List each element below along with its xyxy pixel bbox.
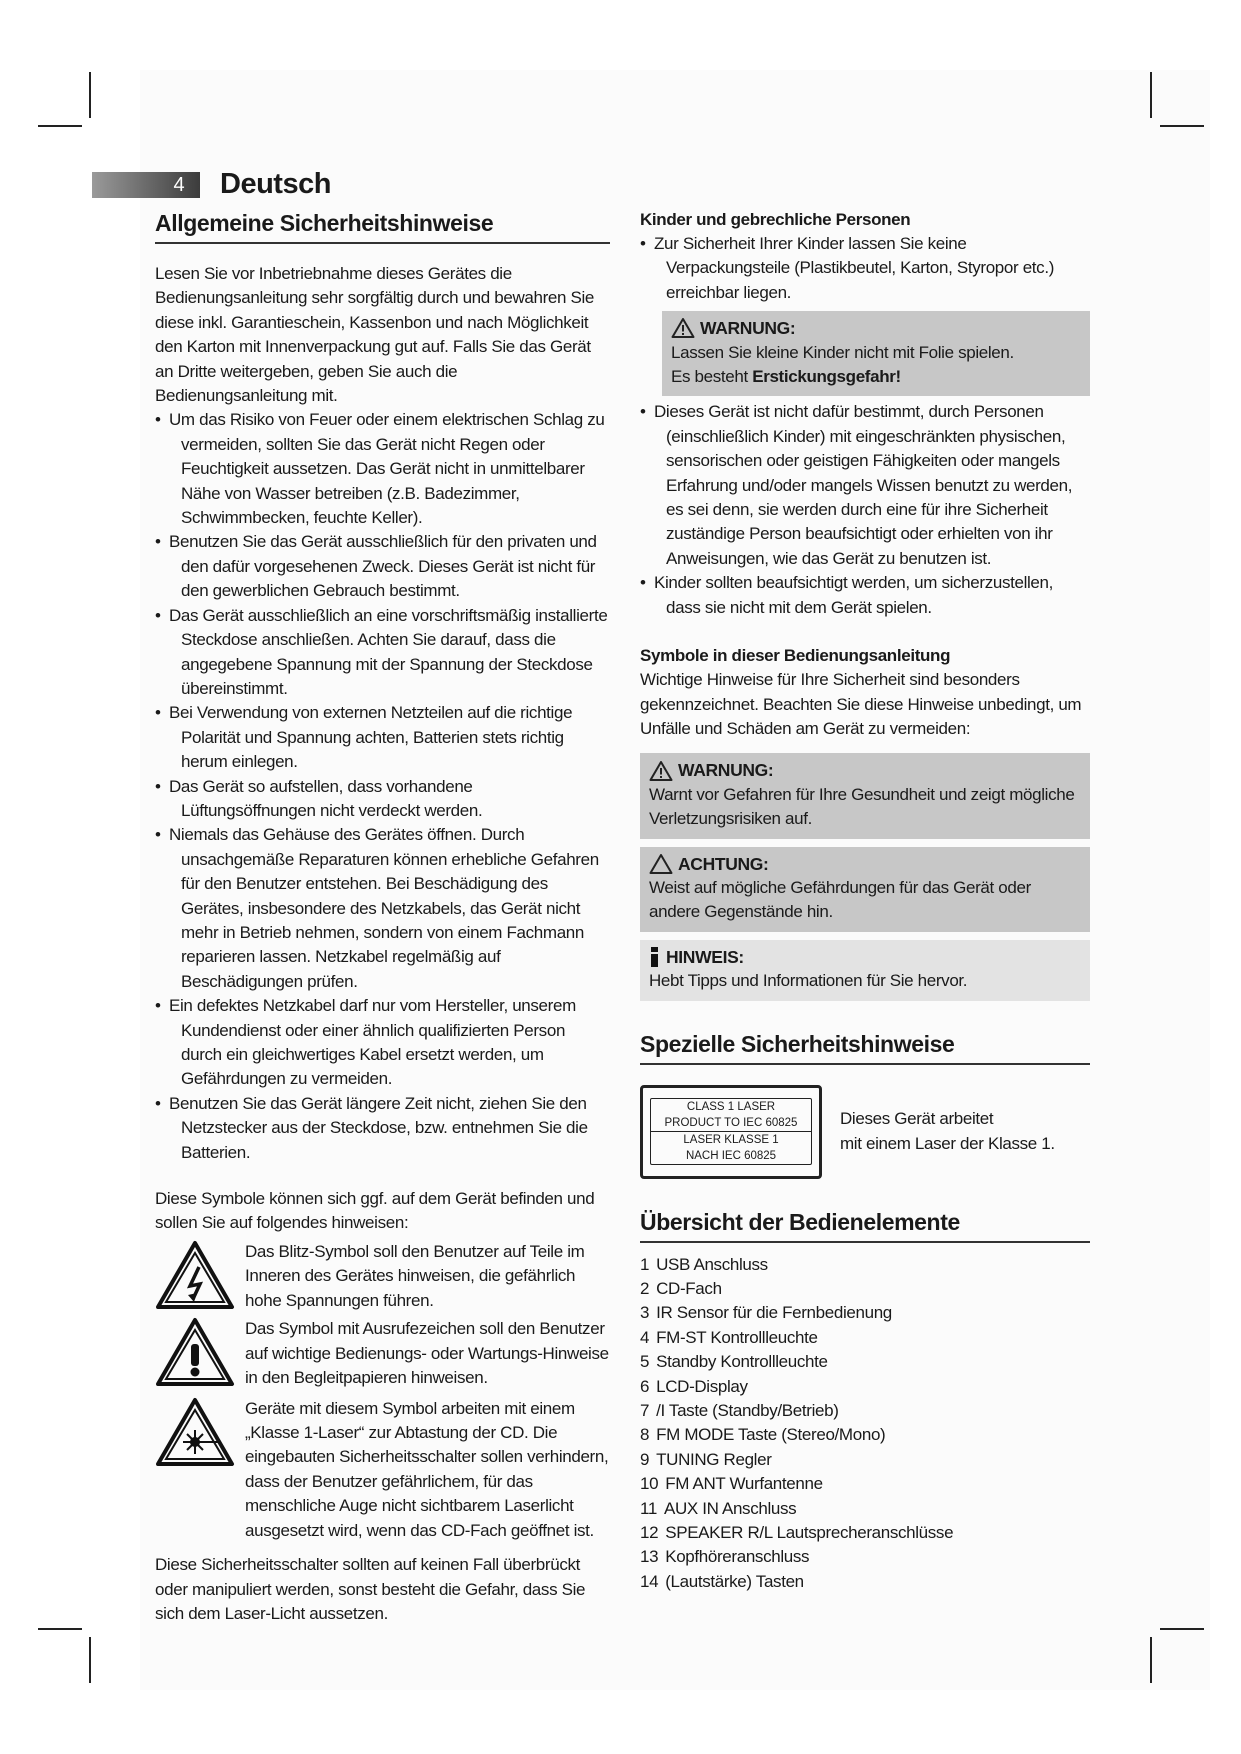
- symbols-intro: Wichtige Hinweise für Ihre Sicherheit sind besonders gekennzeichnet. Beachten Sie diese Hinweise unbedingt, um Unfälle und Schäden am Gerät zu vermeiden:: [640, 670, 1082, 738]
- laser-warning-icon: [155, 1397, 235, 1543]
- control-label: FM MODE Taste (Stereo/Mono): [656, 1425, 886, 1445]
- control-label: Kopfhöreranschluss: [665, 1547, 810, 1567]
- notice-warning-title-text: WARNUNG:: [678, 760, 774, 781]
- list-item: [640, 1448, 1090, 1472]
- symbol-row: [155, 1397, 610, 1543]
- controls-list: [640, 1253, 1090, 1595]
- notice-caution-box: [640, 847, 1090, 932]
- crop-mark: [38, 1628, 82, 1630]
- control-number: 9: [640, 1449, 650, 1469]
- list-item: • Kinder sollten beaufsichtigt werden, um sicherzustellen, dass sie nicht mit dem Gerät spielen.: [640, 571, 1090, 620]
- laser-text-line: Dieses Gerät arbeitet: [840, 1109, 994, 1129]
- children-heading: Kinder und gebrechliche Personen: [640, 210, 911, 229]
- notice-warning-title: [649, 758, 1081, 782]
- list-item: • Benutzen Sie das Gerät ausschließlich für den privaten und den dafür vorgesehenen Zweck. Dieses Gerät ist nicht für den gewerblichen Gebrauch bestimmt.: [155, 530, 610, 603]
- left-column: [155, 208, 610, 1626]
- list-item: • Benutzen Sie das Gerät längere Zeit nicht, ziehen Sie den Netzstecker aus der Steckdose, bzw. entnehmen Sie die Batterien.: [155, 1092, 610, 1165]
- warning-triangle-icon: [671, 317, 695, 339]
- list-item: [640, 1253, 1090, 1277]
- children-bullet-list: [640, 232, 1090, 305]
- special-safety-heading: Spezielle Sicherheitshinweise: [640, 1029, 1090, 1065]
- control-label: (Lautstärke) Tasten: [665, 1571, 804, 1591]
- crop-mark: [1160, 125, 1204, 127]
- laser-info-row: [640, 1085, 1090, 1179]
- warning-title-text: WARNUNG:: [700, 318, 796, 339]
- list-item: [640, 1472, 1090, 1496]
- list-item: [640, 1497, 1090, 1521]
- notice-caution-title-text: ACHTUNG:: [678, 853, 769, 874]
- laser-label-inner: [650, 1098, 812, 1165]
- control-number: 11: [640, 1498, 657, 1518]
- info-icon: [649, 947, 661, 967]
- list-item: [640, 1350, 1090, 1374]
- list-item: [640, 1570, 1090, 1594]
- crop-mark: [1150, 72, 1152, 118]
- list-item: [640, 1545, 1090, 1569]
- exclamation-symbol-text: Das Symbol mit Ausrufezeichen soll den Benutzer auf wichtige Bedienungs- oder Wartungs-Hinweise in den Begleitpapieren hinweisen.: [245, 1319, 609, 1388]
- warning-callout: [662, 311, 1090, 396]
- page-number: 4: [173, 174, 185, 196]
- list-item: [640, 1399, 1090, 1423]
- warning-line-2-prefix: Es besteht: [671, 367, 753, 387]
- control-number: 5: [640, 1352, 650, 1372]
- control-label: LCD-Display: [656, 1376, 748, 1396]
- laser-class-label: [640, 1085, 822, 1179]
- list-item: [640, 1301, 1090, 1325]
- notice-warning-box: [640, 753, 1090, 838]
- control-number: 1: [640, 1254, 650, 1274]
- control-label: IR Sensor für die Fernbedienung: [656, 1303, 892, 1323]
- list-item: • Bei Verwendung von externen Netzteilen auf die richtige Polarität und Spannung achten, Batterien stets richtig herum einlegen.: [155, 701, 610, 774]
- warning-line-1: Lassen Sie kleine Kinder nicht mit Folie spielen.: [671, 342, 1014, 362]
- list-item: • Um das Risiko von Feuer oder einem elektrischen Schlag zu vermeiden, sollten Sie das Gerät nicht Regen oder Feuchtigkeit aussetzen. Das Gerät nicht in unmittelbarer Nähe von Wasser betreiben (z.B. Badezimmer, Schwimmbecken, feuchte Keller).: [155, 408, 610, 530]
- list-item: • Dieses Gerät ist nicht dafür bestimmt, durch Personen (einschließlich Kinder) mit eingeschränkten physischen, sensorischen oder geistigen Fähigkeiten oder mangels Erfahrung und/oder mangels Wissen benutzt zu werden, es sei denn, sie werden durch eine für ihre Sicherheit zuständige Person beaufsichtigt oder erhielten von ihr Anweisungen, wie das Gerät zu benutzen ist.: [640, 400, 1090, 571]
- symbol-row: [155, 1317, 610, 1396]
- lightning-warning-icon: [155, 1240, 235, 1317]
- control-number: 3: [640, 1303, 650, 1323]
- crop-mark: [38, 125, 82, 127]
- notice-hint-title: [649, 945, 1081, 969]
- caution-triangle-icon: [649, 853, 673, 875]
- list-item: [640, 1277, 1090, 1301]
- control-number: 10: [640, 1474, 659, 1494]
- control-label: /I Taste (Standby/Betrieb): [656, 1401, 839, 1420]
- laser-description: [840, 1107, 1055, 1156]
- notice-hint-text: Hebt Tipps und Informationen für Sie hervor.: [649, 971, 968, 991]
- crop-mark: [89, 1637, 91, 1683]
- safety-bullet-list: [155, 408, 610, 1165]
- warning-line-2: [671, 365, 1081, 389]
- symbol-row: [155, 1240, 610, 1317]
- closing-paragraph: Diese Sicherheitsschalter sollten auf keinen Fall überbrückt oder manipuliert werden, sonst besteht die Gefahr, dass Sie sich dem Laser-Licht aussetzen.: [155, 1555, 586, 1623]
- device-symbols-intro: Diese Symbole können sich ggf. auf dem Gerät befinden und sollen Sie auf folgendes hinweisen:: [155, 1189, 595, 1233]
- list-item: • Ein defektes Netzkabel darf nur vom Hersteller, unserem Kundendienst oder einer ähnlich qualifizierten Person durch ein gleichwertiges Kabel ersetzt werden, um Gefährdungen zu vermeiden.: [155, 994, 610, 1092]
- children-bullet-list-2: [640, 400, 1090, 620]
- list-item: • Das Gerät ausschließlich an eine vorschriftsmäßig installierte Steckdose anschließen. Achten Sie darauf, dass die angegebene Spannung mit der Spannung der Steckdose übereinstimmt.: [155, 604, 610, 702]
- control-label: FM-ST Kontrollleuchte: [656, 1327, 818, 1347]
- list-item: • Zur Sicherheit Ihrer Kinder lassen Sie keine Verpackungsteile (Plastikbeutel, Karton, Styropor etc.) erreichbar liegen.: [640, 232, 1090, 305]
- control-number: 4: [640, 1327, 650, 1347]
- crop-mark: [1150, 1637, 1152, 1683]
- laser-text-line: mit einem Laser der Klasse 1.: [840, 1133, 1055, 1153]
- list-item: • Niemals das Gehäuse des Gerätes öffnen. Durch unsachgemäße Reparaturen können erhebliche Gefahren für den Benutzer entstehen. Bei Beschädigung des Gerätes, insbesondere des Netzkabels, das Gerät nicht mehr in Betrieb nehmen, sondern von einem Fachmann reparieren lassen. Netzkabel regelmäßig auf Beschädigungen prüfen.: [155, 823, 610, 994]
- list-item: [640, 1521, 1090, 1545]
- control-number: 7: [640, 1401, 650, 1420]
- control-number: 2: [640, 1278, 650, 1298]
- control-number: 6: [640, 1376, 650, 1396]
- control-number: 8: [640, 1425, 650, 1445]
- control-label: Standby Kontrollleuchte: [656, 1352, 828, 1372]
- control-label: FM ANT Wurfantenne: [665, 1474, 823, 1494]
- list-item: • Das Gerät so aufstellen, dass vorhandene Lüftungsöffnungen nicht verdeckt werden.: [155, 775, 610, 824]
- intro-paragraph: Lesen Sie vor Inbetriebnahme dieses Gerätes die Bedienungsanleitung sehr sorgfältig durch und bewahren Sie diese inkl. Garantieschein, Kassenbon und nach Möglichkeit den Karton mit Innenverpackung gut auf. Falls Sie das Gerät an Dritte weitergeben, geben Sie auch die Bedienungsanleitung mit.: [155, 264, 595, 406]
- control-label: AUX IN Anschluss: [663, 1498, 797, 1518]
- list-item: [640, 1375, 1090, 1399]
- warning-callout-title: [671, 316, 1081, 340]
- notice-warning-text: Warnt vor Gefahren für Ihre Gesundheit und zeigt mögliche Verletzungsrisiken auf.: [649, 784, 1075, 829]
- crop-mark: [1160, 1628, 1204, 1630]
- laser-label-line: LASER KLASSE 1: [651, 1131, 811, 1148]
- notice-hint-box: [640, 940, 1090, 1001]
- exclamation-warning-icon: [155, 1317, 235, 1396]
- control-number: 13: [640, 1547, 659, 1567]
- control-label: CD-Fach: [656, 1278, 722, 1298]
- control-label: SPEAKER R/L Lautsprecheranschlüsse: [665, 1523, 954, 1543]
- crop-mark: [89, 72, 91, 118]
- symbols-heading: Symbole in dieser Bedienungsanleitung: [640, 646, 951, 666]
- warning-line-2-bold: Erstickungsgefahr!: [752, 367, 901, 387]
- list-item: [640, 1423, 1090, 1447]
- list-item: [640, 1326, 1090, 1350]
- general-safety-heading: Allgemeine Sicherheitshinweise: [155, 208, 610, 244]
- language-title: Deutsch: [220, 168, 331, 200]
- notice-hint-title-text: HINWEIS:: [666, 946, 744, 967]
- right-column: [640, 208, 1090, 1594]
- notice-caution-text: Weist auf mögliche Gefährdungen für das Gerät oder andere Gegenstände hin.: [649, 877, 1031, 922]
- control-number: 14: [640, 1571, 659, 1591]
- control-label: TUNING Regler: [656, 1449, 772, 1469]
- control-label: USB Anschluss: [656, 1254, 768, 1274]
- notice-caution-title: [649, 852, 1081, 876]
- control-number: 12: [640, 1523, 659, 1543]
- laser-label-line: PRODUCT TO IEC 60825: [664, 1117, 798, 1130]
- lightning-symbol-text: Das Blitz-Symbol soll den Benutzer auf Teile im Inneren des Gerätes hinweisen, die gefährlich hohe Spannungen führen.: [245, 1241, 585, 1310]
- warning-triangle-icon: [649, 760, 673, 782]
- laser-label-line: CLASS 1 LASER: [686, 1101, 776, 1114]
- laser-symbol-text: Geräte mit diesem Symbol arbeiten mit einem „Klasse 1-Laser“ zur Abtastung der CD. Die eingebauten Sicherheitsschalter sollen verhindern, dass der Benutzer gefährlichem, für das menschliche Auge nicht sichtbarem Laserlicht ausgesetzt wird, wenn das CD-Fach geöffnet ist.: [245, 1398, 609, 1540]
- laser-label-line: NACH IEC 60825: [685, 1150, 777, 1163]
- controls-overview-heading: Übersicht der Bedienelemente: [640, 1207, 1090, 1243]
